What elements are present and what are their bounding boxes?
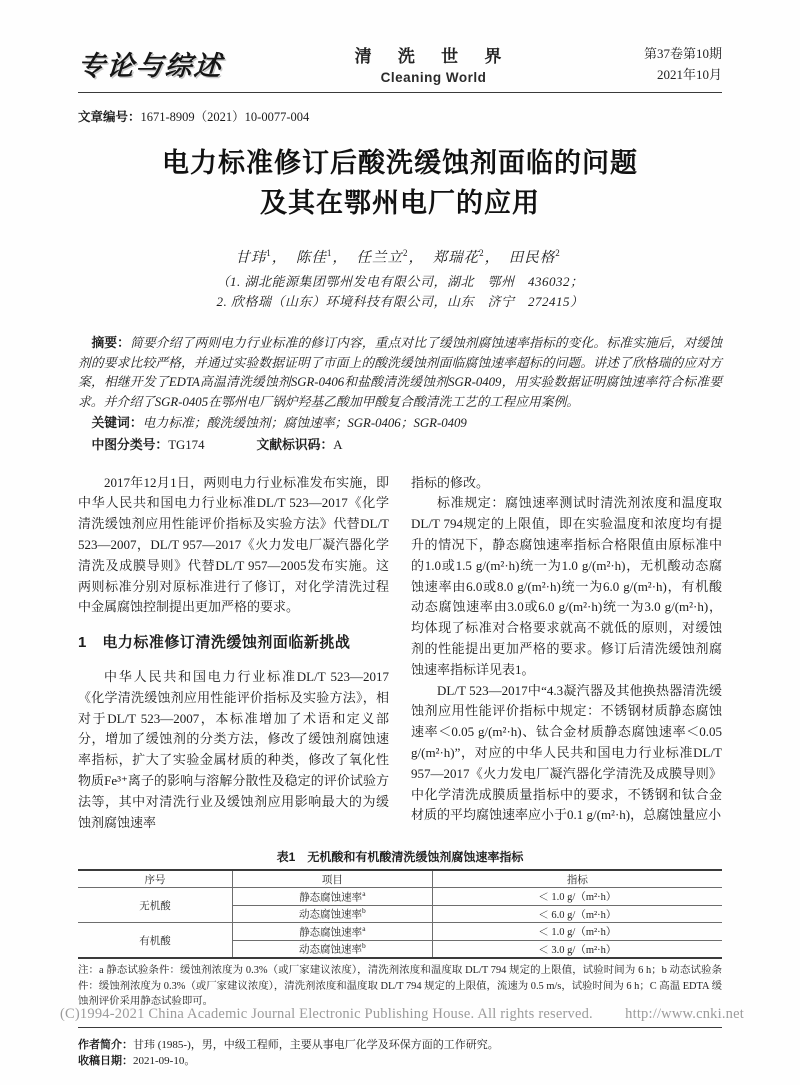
author-list — [78, 246, 722, 267]
received-date-line — [78, 1053, 722, 1070]
article-number-label: 文章编号： — [78, 110, 141, 124]
column-tag: 专论与综述 — [76, 51, 224, 81]
article-title — [78, 143, 722, 223]
classification-line — [78, 435, 722, 456]
abstract — [78, 333, 722, 412]
clc-value: TG174 — [168, 437, 205, 452]
table1-block — [78, 848, 722, 1009]
table1-header-cell: 指标 — [432, 870, 722, 888]
doc-code-label: 文献标识码： — [256, 436, 334, 452]
issue-date: 2021年10月 — [656, 66, 722, 82]
table1-value-cell: ＜ 1.0 g/（m²·h） — [432, 888, 722, 906]
page-footer — [60, 1006, 744, 1023]
body-column-right — [411, 473, 722, 834]
table-row — [78, 923, 722, 941]
body-paragraph: 标准规定：腐蚀速率测试时清洗剂浓度和温度取DL/T 794规定的上限值，即在实验温度和浓度均有提升的情况下，静态腐蚀速率指标合格限值由原标准中的1.0或1.5 g/(m²·h)统一为1.0 g/(m²·h)，无机酸动态腐蚀速率由6.0或8.0 g/(m²·h)统一为6.0 g/(m²·h)，有机酸动态腐蚀速率由3.0或6.0 g/(m²·h)统一为3.0 g/(m²·h)，均体现了标准对合格要求就高不就低的原则，对缓蚀剂的性能提出更加严格的要求。修订后清洗缓蚀剂腐蚀速率指标详见表1。 — [411, 495, 722, 677]
author: 甘玮$^1$， — [235, 248, 288, 266]
journal-title-cn: 清 洗 世 界 — [354, 47, 513, 66]
keywords-line — [78, 413, 722, 434]
body-columns — [78, 473, 722, 834]
table1-header-cell: 序号 — [78, 870, 233, 888]
table1-item-cell: 动态腐蚀速率$^b$ — [233, 905, 433, 923]
table1-value-cell: ＜ 1.0 g/（m²·h） — [432, 923, 722, 941]
issue-info — [644, 43, 722, 85]
article-title-line2: 及其在鄂州电厂的应用 — [260, 188, 540, 218]
table1-note: 注：a 静态试验条件：缓蚀剂浓度为 0.3%（或厂家建议浓度），清洗剂浓度和温度取 DL/T 794 规定的上限值，试验时间为 6 h；b 动态试验条件：缓蚀剂浓度为 0.3%（或厂家建议浓度），清洗剂浓度和温度取 DL/T 794 规定的上限值，流速为 0.5 m/s，试验时间为 6 h；C 高温 EDTA 缓蚀剂评价采用静态试验即可。 — [78, 965, 722, 1008]
bio-divider — [78, 1027, 722, 1028]
article-title-line1: 电力标准修订后酸洗缓蚀剂面临的问题 — [162, 148, 638, 178]
table1-note-mark: a — [362, 888, 366, 898]
table1-note-mark: b — [361, 906, 366, 916]
footer-url: http://www.cnki.net — [625, 1006, 744, 1022]
abstract-label: 摘要： — [91, 335, 131, 350]
clc-label: 中图分类号： — [91, 436, 169, 452]
table1-title: 表1 无机酸和有机酸清洗缓蚀剂腐蚀速率指标 — [276, 850, 524, 865]
section-heading-1: 1 电力标准修订清洗缓蚀剂面临新挑战 — [78, 634, 351, 652]
page-header — [78, 42, 722, 85]
journal-title-en: Cleaning World — [380, 70, 487, 85]
received-date-label: 收稿日期： — [78, 1055, 133, 1068]
table-row — [78, 888, 722, 906]
article-number-line — [78, 107, 722, 125]
table1 — [78, 869, 722, 959]
author: 田民格$^2$ — [508, 248, 561, 266]
doc-code-value: A — [333, 437, 343, 452]
body-column-left — [78, 473, 389, 834]
received-date-value: 2021-09-10。 — [133, 1055, 196, 1068]
header-divider — [78, 92, 722, 93]
keywords-label: 关键词： — [91, 415, 143, 431]
body-paragraph: 2017年12月1日，两则电力行业标准发布实施，即中华人民共和国电力行业标准DL/T 523—2017《化学清洗缓蚀剂应用性能评价指标及实验方法》代替DL/T 523—2007，DL/T 957—2017《火力发电厂凝汽器化学清洗及成膜导则》代替DL/T 957—2005发布实施。这两则标准分别对原标准进行了修订，对化学清洗过程中金属腐蚀控制提出更加严格的要求。 — [78, 474, 389, 615]
author-bio-label: 作者简介： — [78, 1038, 133, 1051]
affiliations — [78, 272, 722, 312]
abstract-text: 简要介绍了两则电力行业标准的修订内容，重点对比了缓蚀剂腐蚀速率指标的变化。标准实施后，对缓蚀剂的要求比较严格，并通过实验数据证明了市面上的酸洗缓蚀剂面临腐蚀速率超标的问题。讲述了欣格瑞的应对方案，相继开发了EDTA高温清洗缓蚀剂SGR-0406和盐酸清洗缓蚀剂SGR-0409，用实验数据证明腐蚀速率符合标准要求。并介绍了SGR-0405在鄂州电厂锅炉羟基乙酸加甲酸复合酸清洗工艺的工程应用案例。 — [78, 336, 723, 409]
author-bio-text: 甘玮 (1985-)，男，中级工程师，主要从事电厂化学及环保方面的工作研究。 — [133, 1038, 499, 1051]
footer-copyright: (C)1994-2021 China Academic Journal Electronic Publishing House. All rights reserved. — [60, 1006, 593, 1022]
table1-header-cell: 项目 — [233, 870, 433, 888]
table1-note-mark: b — [361, 941, 366, 951]
author-bio-line — [78, 1037, 722, 1054]
table1-header-row — [78, 870, 722, 888]
table1-item-cell: 静态腐蚀速率$^a$ — [233, 888, 433, 906]
body-paragraph: 中华人民共和国电力行业标准DL/T 523—2017《化学清洗缓蚀剂应用性能评价指标及实验方法》，相对于DL/T 523—2007，本标准增加了术语和定义部分，增加了缓蚀剂的分类方法，修改了缓蚀剂腐蚀速率指标，扩大了实验金属材质的种类，修改了氧化性物质Fe³⁺离子的影响与溶解分散性及稳定的评价试验方法等，其中对清洗行业及缓蚀剂应用影响最大的为缓蚀剂腐蚀速率 — [78, 668, 389, 830]
keywords-text: 电力标准；酸洗缓蚀剂；腐蚀速率；SGR-0406；SGR-0409 — [142, 416, 467, 431]
author: 陈佳$^1$， — [295, 248, 348, 266]
table1-value-cell: ＜ 6.0 g/（m²·h） — [432, 905, 722, 923]
author: 任兰立$^2$， — [356, 248, 424, 266]
author: 郑瑞花$^2$， — [432, 248, 501, 266]
table1-group-cell: 有机酸 — [78, 923, 233, 959]
affiliation-line: 2. 欣格瑞（山东）环境科技有限公司，山东 济宁 272415） — [216, 294, 584, 309]
page-content — [0, 42, 800, 1070]
journal-title-block — [355, 42, 513, 85]
body-paragraph: DL/T 523—2017中“4.3凝汽器及其他换热器清洗缓蚀剂应用性能评价指标中规定：不锈钢材质静态腐蚀速率＜0.05 g/(m²·h)、钛合金材质静态腐蚀速率＜0.05 g/(m²·h)”，对应的中华人民共和国电力行业标准DL/T 957—2017《火力发电厂凝汽器化学清洗及成膜导则》中化学清洗成膜质量指标中的要求，不锈钢和钛合金材质的平均腐蚀速率应小于0.1 g/(m²·h)，总腐蚀量应小 — [411, 682, 722, 823]
article-number-value: 1671-8909（2021）10-0077-004 — [140, 110, 310, 124]
table1-note-mark: a — [362, 923, 366, 933]
affiliation-line: （1. 湖北能源集团鄂州发电有限公司，湖北 鄂州 436032； — [216, 274, 584, 289]
table1-group-cell: 无机酸 — [78, 888, 233, 923]
table1-item-cell: 动态腐蚀速率$^b$ — [233, 940, 433, 958]
issue-volume: 第37卷第10期 — [643, 45, 722, 61]
table1-value-cell: ＜ 3.0 g/（m²·h） — [432, 940, 722, 958]
table1-item-cell: 静态腐蚀速率$^a$ — [233, 923, 433, 941]
body-paragraph: 指标的修改。 — [411, 474, 490, 490]
